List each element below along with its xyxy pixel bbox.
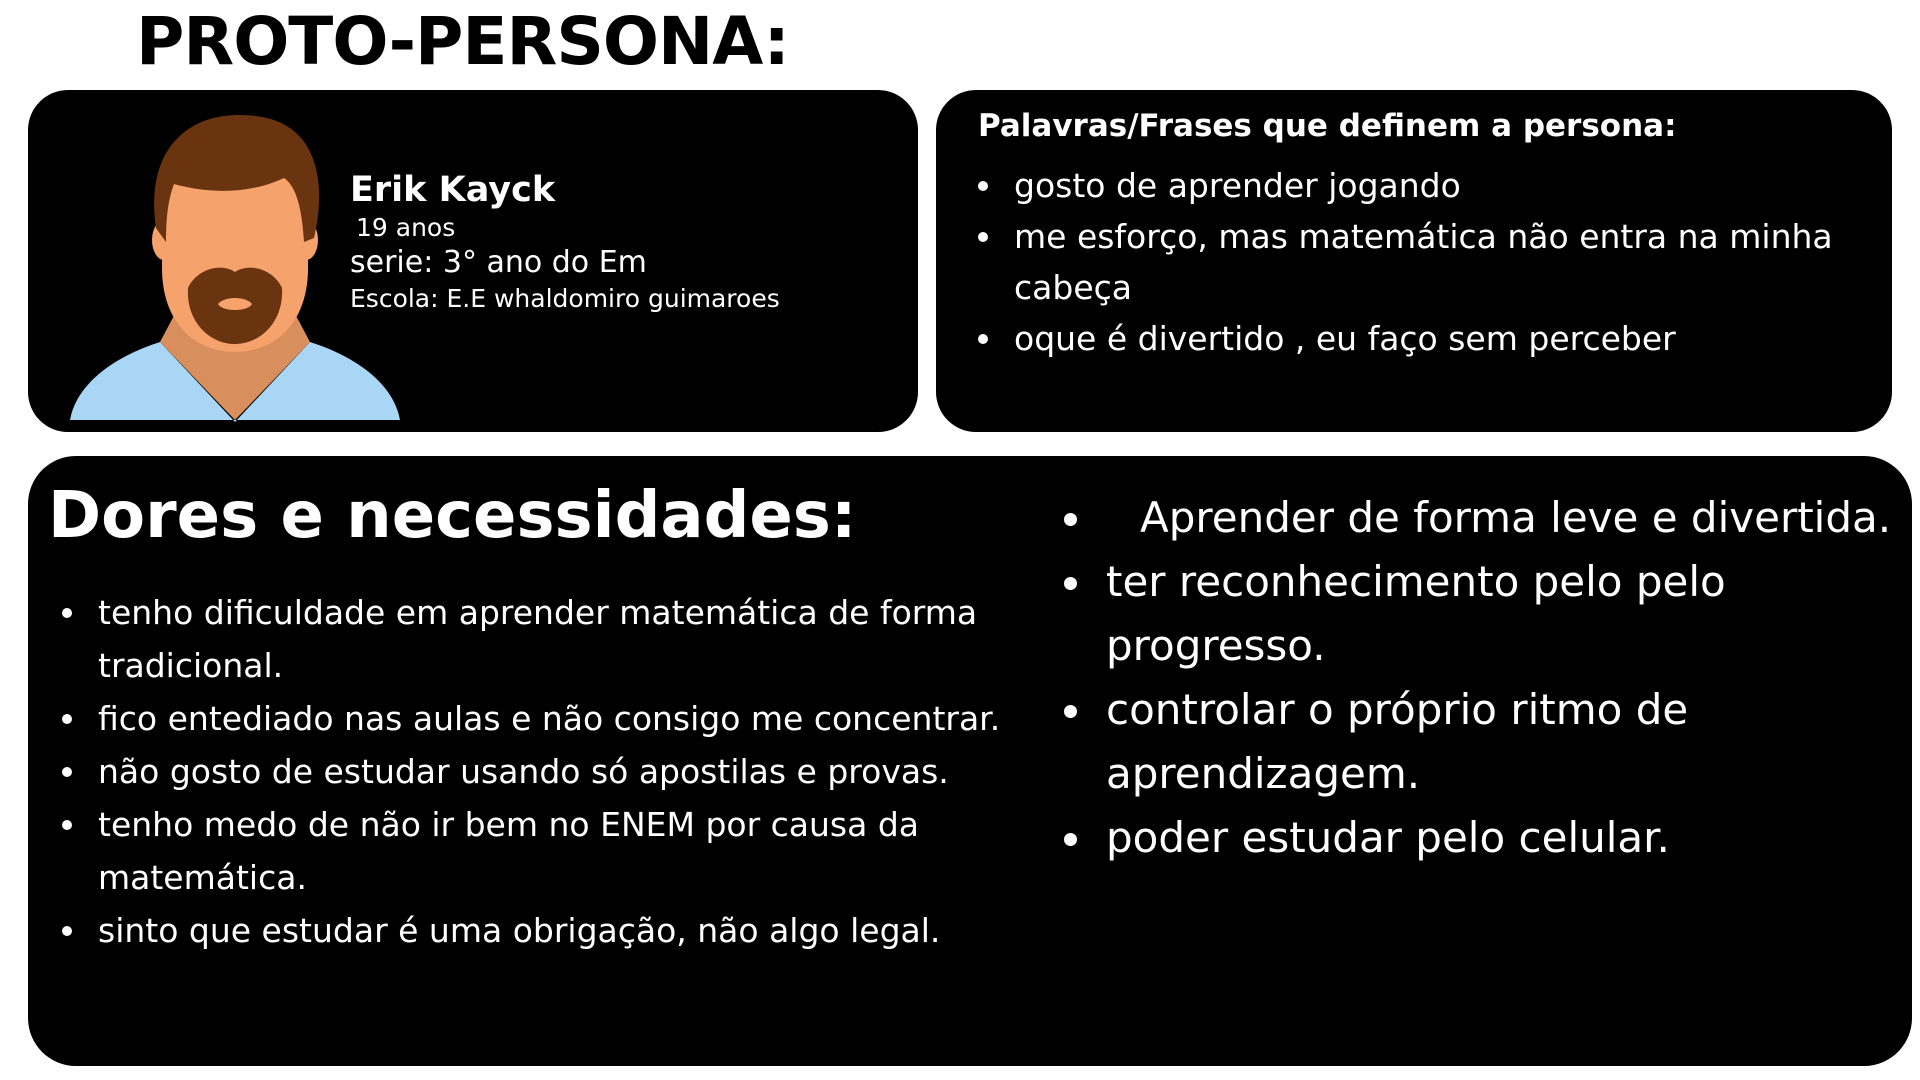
list-item: ter reconhecimento pelo pelo progresso. bbox=[1064, 550, 1904, 678]
persona-age: 19 anos bbox=[356, 213, 456, 242]
phrases-list bbox=[978, 160, 1858, 364]
list-item: oque é divertido , eu faço sem perceber bbox=[978, 313, 1858, 364]
list-item: controlar o próprio ritmo de aprendizagem. bbox=[1064, 678, 1904, 806]
persona-name: Erik Kayck bbox=[350, 170, 556, 210]
list-item: tenho dificuldade em aprender matemática de forma tradicional. bbox=[62, 586, 1052, 692]
phrases-heading: Palavras/Frases que definem a persona: bbox=[978, 108, 1677, 144]
pains-heading: Dores e necessidades: bbox=[48, 479, 857, 553]
list-item: não gosto de estudar usando só apostilas e provas. bbox=[62, 745, 1052, 798]
pains-list bbox=[62, 586, 1052, 957]
persona-grade: serie: 3° ano do Em bbox=[350, 245, 647, 280]
list-item: fico entediado nas aulas e não consigo me concentrar. bbox=[62, 692, 1052, 745]
list-item: me esforço, mas matemática não entra na minha cabeça bbox=[978, 211, 1858, 313]
list-item: sinto que estudar é uma obrigação, não algo legal. bbox=[62, 904, 1052, 957]
needs-list bbox=[1064, 486, 1904, 870]
phrases-card bbox=[936, 90, 1892, 432]
list-item: gosto de aprender jogando bbox=[978, 160, 1858, 211]
persona-school: Escola: E.E whaldomiro guimaroes bbox=[350, 284, 780, 313]
persona-info bbox=[350, 168, 780, 316]
page-title: PROTO-PERSONA: bbox=[136, 3, 789, 80]
pains-needs-card bbox=[28, 456, 1912, 1066]
persona-profile-card bbox=[28, 90, 918, 432]
list-item: Aprender de forma leve e divertida. bbox=[1064, 486, 1904, 550]
list-item: tenho medo de não ir bem no ENEM por causa da matemática. bbox=[62, 798, 1052, 904]
list-item: poder estudar pelo celular. bbox=[1064, 806, 1904, 870]
